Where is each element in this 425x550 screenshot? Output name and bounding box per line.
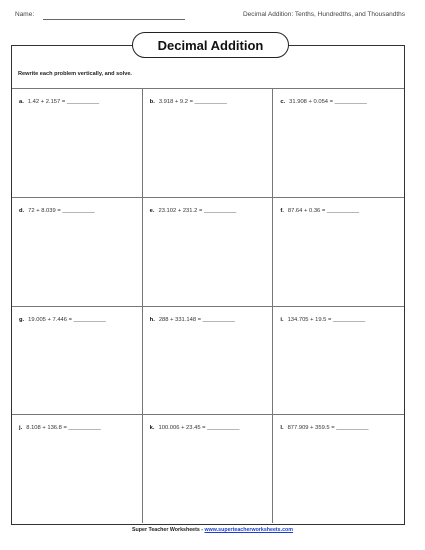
problem-letter: d. — [19, 207, 25, 214]
problem-expression: 87.64 + 0.36 = __________ — [287, 207, 360, 214]
problem-cell-i — [273, 306, 404, 415]
problem-expression: 100.006 + 23.45 = __________ — [158, 425, 240, 432]
instructions: Rewrite each problem vertically, and solve. — [18, 71, 132, 77]
problem-expression: 23.102 + 231.2 = __________ — [158, 207, 237, 214]
problem-k — [150, 425, 240, 431]
problem-letter: l. — [280, 425, 284, 432]
worksheet-header — [15, 11, 410, 23]
footer — [0, 527, 425, 533]
problem-grid — [12, 88, 404, 523]
problem-cell-l — [273, 414, 404, 523]
footer-separator: - — [199, 527, 205, 533]
problem-letter: f. — [280, 207, 284, 214]
name-line — [43, 19, 185, 20]
problem-e — [150, 208, 237, 214]
problem-d — [19, 208, 95, 214]
problem-cell-d — [12, 197, 143, 306]
problem-cell-k — [143, 414, 274, 523]
problem-i — [280, 317, 365, 323]
problem-expression: 8.108 + 136.8 = __________ — [26, 425, 101, 432]
problem-letter: i. — [280, 316, 284, 323]
name-label: Name: — [15, 11, 35, 18]
problem-expression: 1.42 + 2.157 = __________ — [27, 99, 100, 105]
problem-letter: j. — [19, 425, 23, 432]
worksheet-title: Decimal Addition — [132, 32, 289, 58]
problem-l — [280, 425, 368, 431]
problem-cell-a — [12, 88, 143, 197]
problem-letter: k. — [149, 425, 155, 432]
problem-b — [150, 99, 227, 105]
problem-a — [19, 99, 99, 105]
problem-cell-f — [273, 197, 404, 306]
problem-letter: e. — [149, 207, 155, 214]
problem-letter: h. — [149, 316, 155, 323]
problem-letter: g. — [19, 316, 25, 323]
problem-cell-b — [143, 88, 274, 197]
problem-cell-g — [12, 306, 143, 415]
problem-letter: b. — [149, 99, 155, 105]
problem-letter: a. — [19, 99, 24, 105]
problem-cell-j — [12, 414, 143, 523]
problem-g — [19, 317, 106, 323]
problem-expression: 31.908 + 0.054 = __________ — [289, 99, 367, 105]
problem-h — [150, 317, 235, 323]
problem-expression: 72 + 8.039 = __________ — [28, 207, 95, 214]
footer-brand: Super Teacher Worksheets — [132, 527, 200, 533]
problem-expression: 19.005 + 7.446 = __________ — [28, 316, 106, 323]
problem-cell-c — [273, 88, 404, 197]
problem-expression: 877.909 + 359.5 = __________ — [287, 425, 369, 432]
problem-expression: 3.918 + 9.2 = __________ — [158, 99, 227, 105]
problem-cell-e — [143, 197, 274, 306]
worksheet-subject: Decimal Addition: Tenths, Hundredths, and Thousandths — [242, 11, 405, 18]
problem-f — [280, 208, 359, 214]
problem-letter: c. — [280, 99, 286, 105]
problem-c — [280, 99, 367, 105]
problem-expression: 288 + 331.148 = __________ — [158, 316, 235, 323]
problem-cell-h — [143, 306, 274, 415]
problem-j — [19, 425, 101, 431]
footer-link[interactable]: www.superteacherworksheets.com — [204, 527, 293, 533]
problem-expression: 134.705 + 19.5 = __________ — [287, 316, 366, 323]
